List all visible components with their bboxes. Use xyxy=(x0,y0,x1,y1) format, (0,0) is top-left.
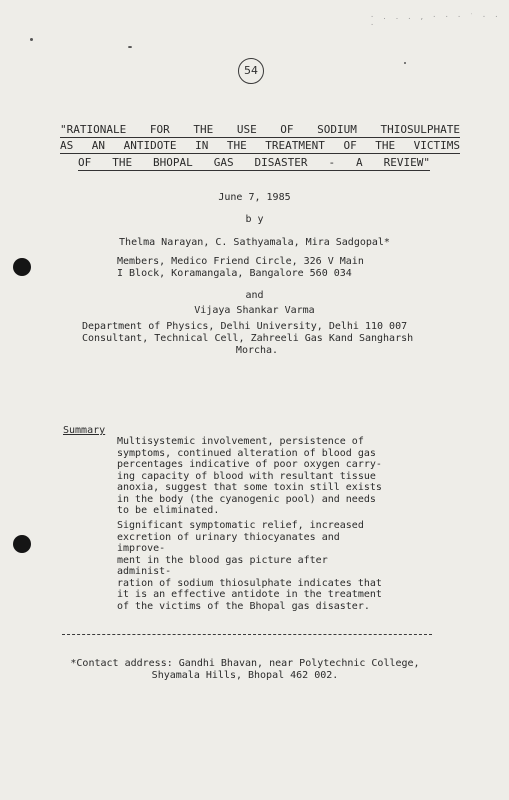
ink-speck xyxy=(128,46,132,48)
second-author: Vijaya Shankar Varma xyxy=(194,305,315,316)
affiliation-1-line-1: Members, Medico Friend Circle, 326 V Main xyxy=(117,256,364,267)
affiliation-2 xyxy=(82,321,432,357)
punch-hole-lower xyxy=(13,535,31,553)
and-label: and xyxy=(245,290,264,301)
affiliation-2-line-3: Morcha. xyxy=(235,345,279,356)
page-number: 54 xyxy=(238,58,264,84)
dashed-separator xyxy=(62,634,432,635)
affiliation-1-line-2: I Block, Koramangala, Bangalore 560 034 xyxy=(117,268,352,279)
affiliation-2-line-1: Department of Physics, Delhi University, Delhi 110 007 xyxy=(82,321,408,332)
faint-stamp-marks: · . . . , · · · ˙ · · · xyxy=(370,13,501,29)
affiliation-1 xyxy=(117,256,364,280)
ink-speck xyxy=(404,62,406,64)
contact-address: *Contact address: Gandhi Bhavan, near Polytechnic College, Shyamala Hills, Bhopal 462 002. xyxy=(70,658,420,681)
date: June 7, 1985 xyxy=(218,192,291,203)
title-line-3: OF THE BHOPAL GAS DISASTER - A REVIEW" xyxy=(78,156,430,169)
title-line-2: AS AN ANTIDOTE IN THE TREATMENT OF THE VICTIMS xyxy=(60,139,460,152)
summary-paragraph-1: Multisystemic involvement, persistence of symptoms, continued alteration of blood gas percentages indicative of poor oxygen carry- ing capacity of blood with resultant tissue anoxia, suggest that some toxin still exists in the body (the cyanogenic pool) and needs to be eliminated. xyxy=(117,436,382,516)
punch-hole-upper xyxy=(13,258,31,276)
affiliation-2-line-2: Consultant, Technical Cell, Zahreeli Gas Kand Sangharsh xyxy=(82,333,414,344)
summary-paragraph-2: Significant symptomatic relief, increased excretion of urinary thiocyanates and improve- ment in the blood gas picture after administ- ration of sodium thiosulphate indicates that it is an effective antidote in the treatment of the victims of the Bhopal gas disaster. xyxy=(117,520,382,612)
by-label: b y xyxy=(245,214,264,225)
summary-heading: Summary xyxy=(63,425,106,436)
title-line-1: "RATIONALE FOR THE USE OF SODIUM THIOSULPHATE xyxy=(60,123,460,136)
authors: Thelma Narayan, C. Sathyamala, Mira Sadgopal* xyxy=(119,237,390,248)
ink-speck xyxy=(30,38,33,41)
